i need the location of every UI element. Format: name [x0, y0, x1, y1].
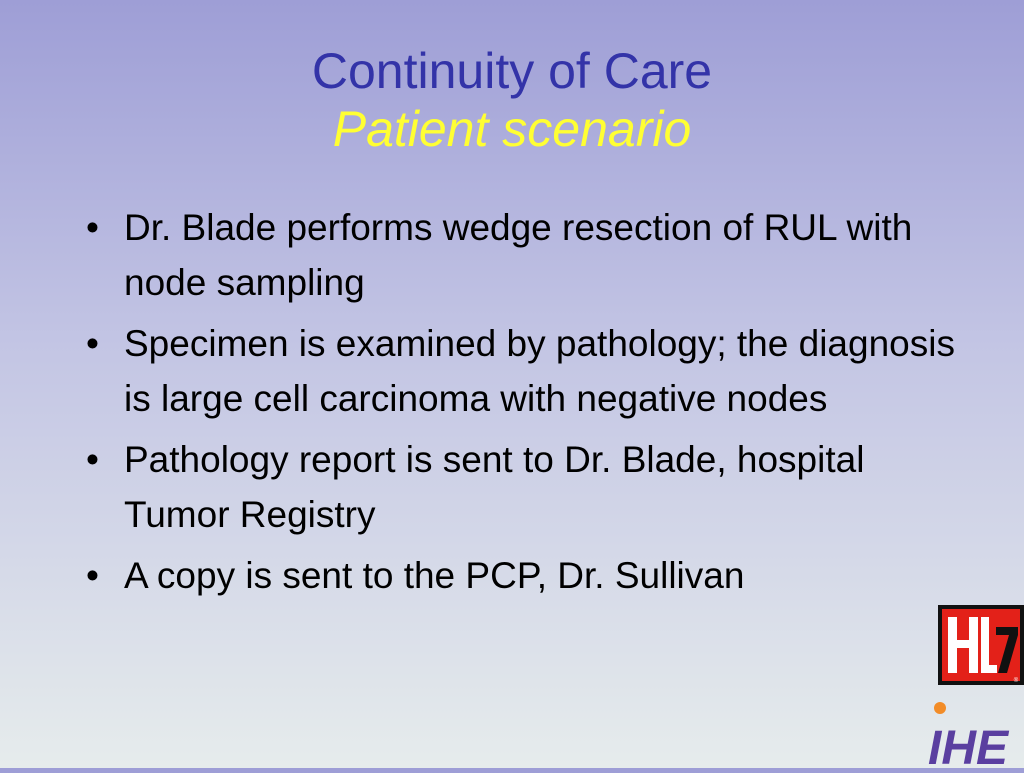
bullet-item	[80, 548, 960, 603]
bullet-text: Dr. Blade performs wedge resection of RUL with node sampling	[124, 207, 913, 303]
bullet-text: Pathology report is sent to Dr. Blade, hospital Tumor Registry	[124, 439, 865, 535]
bullet-dot: •	[86, 555, 99, 596]
slide-title-block	[0, 42, 1024, 158]
bullet-list	[80, 200, 960, 609]
bullet-dot: •	[86, 323, 99, 364]
ihe-logo	[924, 692, 1024, 768]
bullet-dot: •	[86, 439, 99, 480]
ihe-logo-graphic	[924, 692, 1024, 768]
slide-title: Continuity of Care	[311, 43, 713, 99]
hl7-logo	[938, 605, 1024, 685]
bullet-text: A copy is sent to the PCP, Dr. Sullivan	[124, 555, 745, 596]
bullet-item	[80, 200, 960, 310]
slide-subtitle: Patient scenario	[332, 101, 692, 157]
bullet-dot: •	[86, 207, 99, 248]
ihe-logo-text: IHE	[928, 722, 1009, 768]
bullet-item	[80, 316, 960, 426]
hl7-trademark: ®	[1013, 678, 1019, 684]
hl7-logo-graphic	[938, 605, 1024, 685]
bullet-text: Specimen is examined by pathology; the diagnosis is large cell carcinoma with negative nodes	[124, 323, 955, 419]
bullet-item	[80, 432, 960, 542]
